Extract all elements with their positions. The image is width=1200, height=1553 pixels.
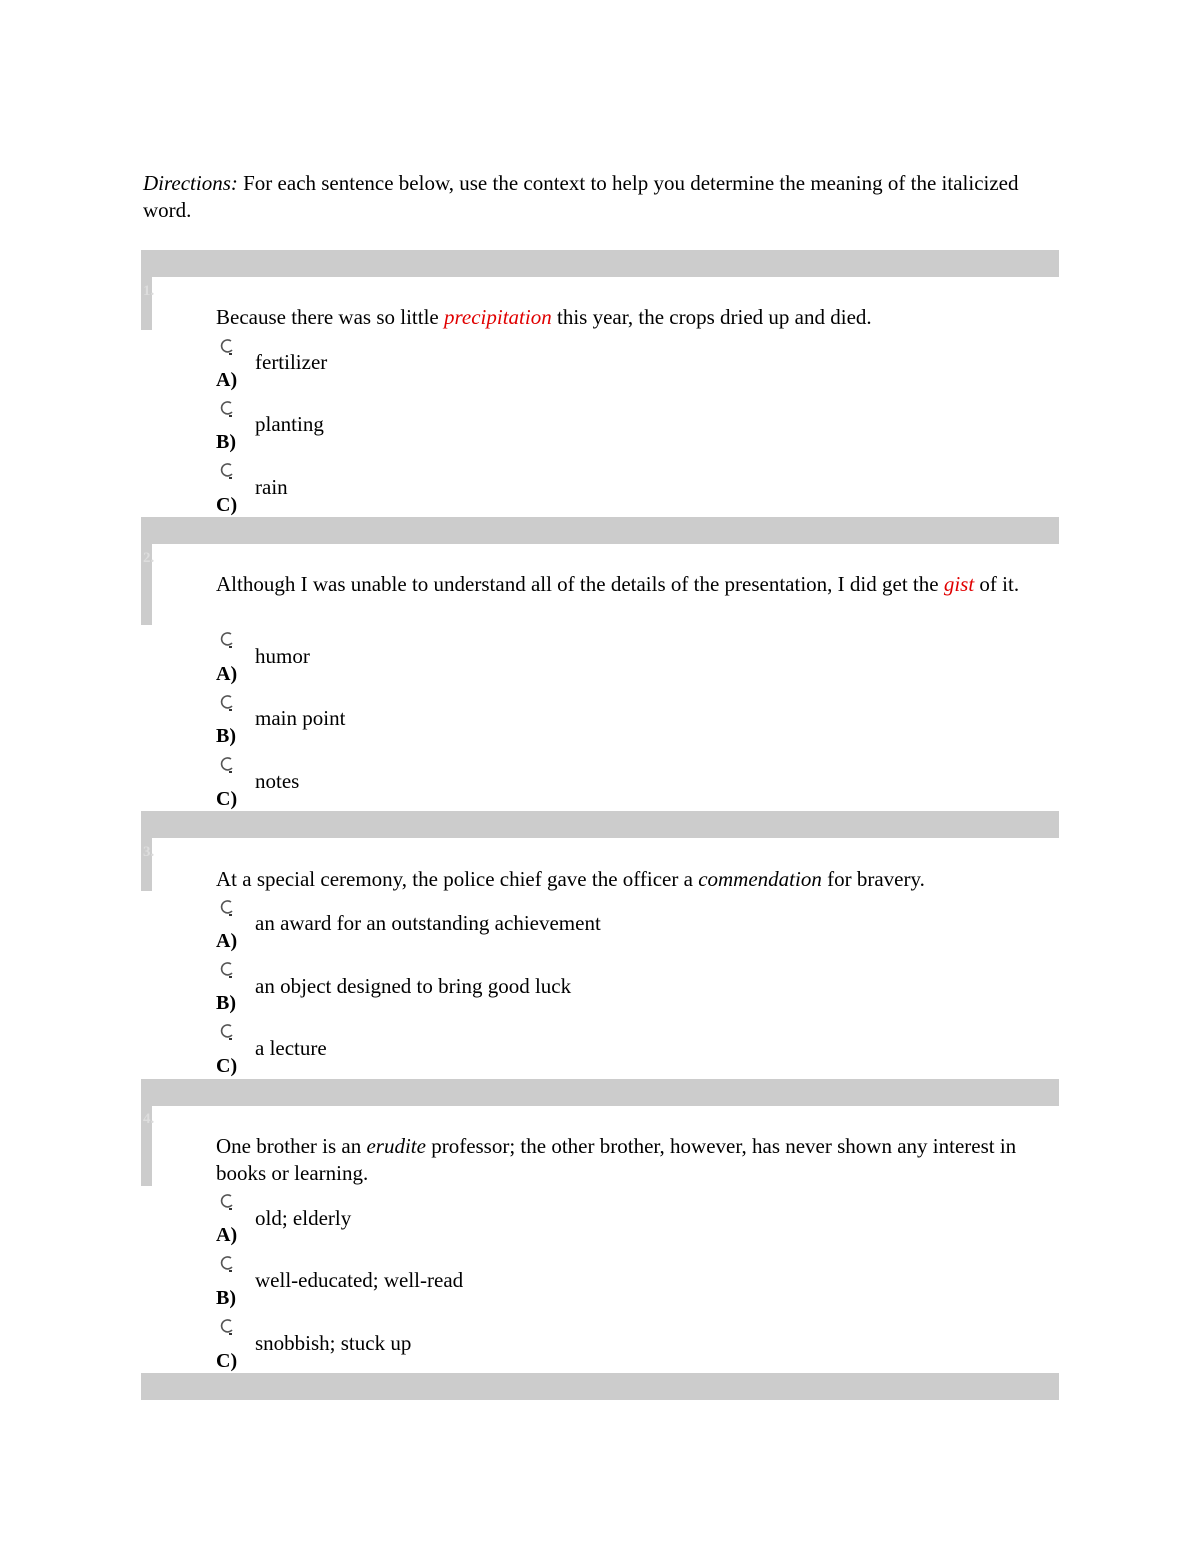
question-text-after: for bravery.: [821, 867, 925, 891]
option-text[interactable]: an object designed to bring good luck: [255, 974, 572, 998]
radio-button-q4-c[interactable]: [219, 1318, 235, 1336]
question-1-text: [216, 304, 1046, 331]
radio-button-q4-a[interactable]: [219, 1193, 235, 1211]
radio-button-q2-c[interactable]: [219, 756, 235, 774]
question-2-text: [216, 571, 1046, 598]
question-4-header-bar: [141, 1079, 1059, 1106]
option-text[interactable]: main point: [255, 706, 346, 730]
question-text-before: One brother is an: [216, 1134, 367, 1158]
option-letter: C): [216, 1055, 238, 1077]
question-text-after: of it.: [974, 572, 1020, 596]
question-4-number: 4.: [143, 1111, 155, 1127]
radio-button-q1-c[interactable]: [219, 462, 235, 480]
question-keyword: gist: [943, 572, 975, 596]
option-letter: B): [216, 725, 236, 747]
option-letter: A): [216, 1224, 238, 1246]
option-text[interactable]: fertilizer: [255, 350, 328, 374]
question-text-before: Although I was unable to understand all of the details of the presentation, I did get the: [216, 572, 944, 596]
question-text-before: At a special ceremony, the police chief gave the officer a: [216, 867, 699, 891]
option-text[interactable]: an award for an outstanding achievement: [255, 911, 601, 935]
question-3-text: [216, 866, 1046, 893]
directions: [143, 170, 1043, 224]
radio-button-q3-b[interactable]: [219, 961, 235, 979]
question-1-number: 1.: [143, 283, 155, 299]
directions-text: For each sentence below, use the context to help you determine the meaning of the italicized word.: [143, 171, 1019, 222]
question-3-number: 3.: [143, 844, 155, 860]
radio-button-q2-a[interactable]: [219, 631, 235, 649]
option-letter: B): [216, 431, 236, 453]
question-4-text: [216, 1133, 1046, 1187]
option-letter: A): [216, 930, 238, 952]
option-letter: C): [216, 494, 238, 516]
option-text[interactable]: snobbish; stuck up: [255, 1331, 412, 1355]
option-letter: B): [216, 992, 236, 1014]
question-1-header-bar: [141, 250, 1059, 277]
option-text[interactable]: old; elderly: [255, 1206, 352, 1230]
option-letter: C): [216, 788, 238, 810]
option-text[interactable]: planting: [255, 412, 324, 436]
radio-button-q2-b[interactable]: [219, 694, 235, 712]
footer-bar: [141, 1373, 1059, 1400]
question-3-header-bar: [141, 811, 1059, 838]
option-letter: A): [216, 369, 238, 391]
option-text[interactable]: rain: [255, 475, 288, 499]
directions-label: Directions:: [143, 171, 238, 195]
question-keyword: erudite: [366, 1134, 426, 1158]
radio-button-q3-a[interactable]: [219, 899, 235, 917]
question-text-after: professor; the other brother, however, has never shown any interest in books or learning.: [216, 1134, 1017, 1185]
question-text-before: Because there was so little: [216, 305, 445, 329]
option-letter: B): [216, 1287, 236, 1309]
question-keyword: commendation: [698, 867, 822, 891]
radio-button-q1-a[interactable]: [219, 338, 235, 356]
option-text[interactable]: humor: [255, 644, 310, 668]
option-letter: A): [216, 663, 238, 685]
radio-button-q4-b[interactable]: [219, 1255, 235, 1273]
radio-button-q3-c[interactable]: [219, 1023, 235, 1041]
option-text[interactable]: well-educated; well-read: [255, 1268, 464, 1292]
question-keyword: precipitation: [444, 305, 552, 329]
option-text[interactable]: notes: [255, 769, 300, 793]
question-2-number: 2.: [143, 550, 155, 566]
option-text[interactable]: a lecture: [255, 1036, 327, 1060]
radio-button-q1-b[interactable]: [219, 400, 235, 418]
option-letter: C): [216, 1350, 238, 1372]
question-text-after: this year, the crops dried up and died.: [551, 305, 872, 329]
question-2-header-bar: [141, 517, 1059, 544]
